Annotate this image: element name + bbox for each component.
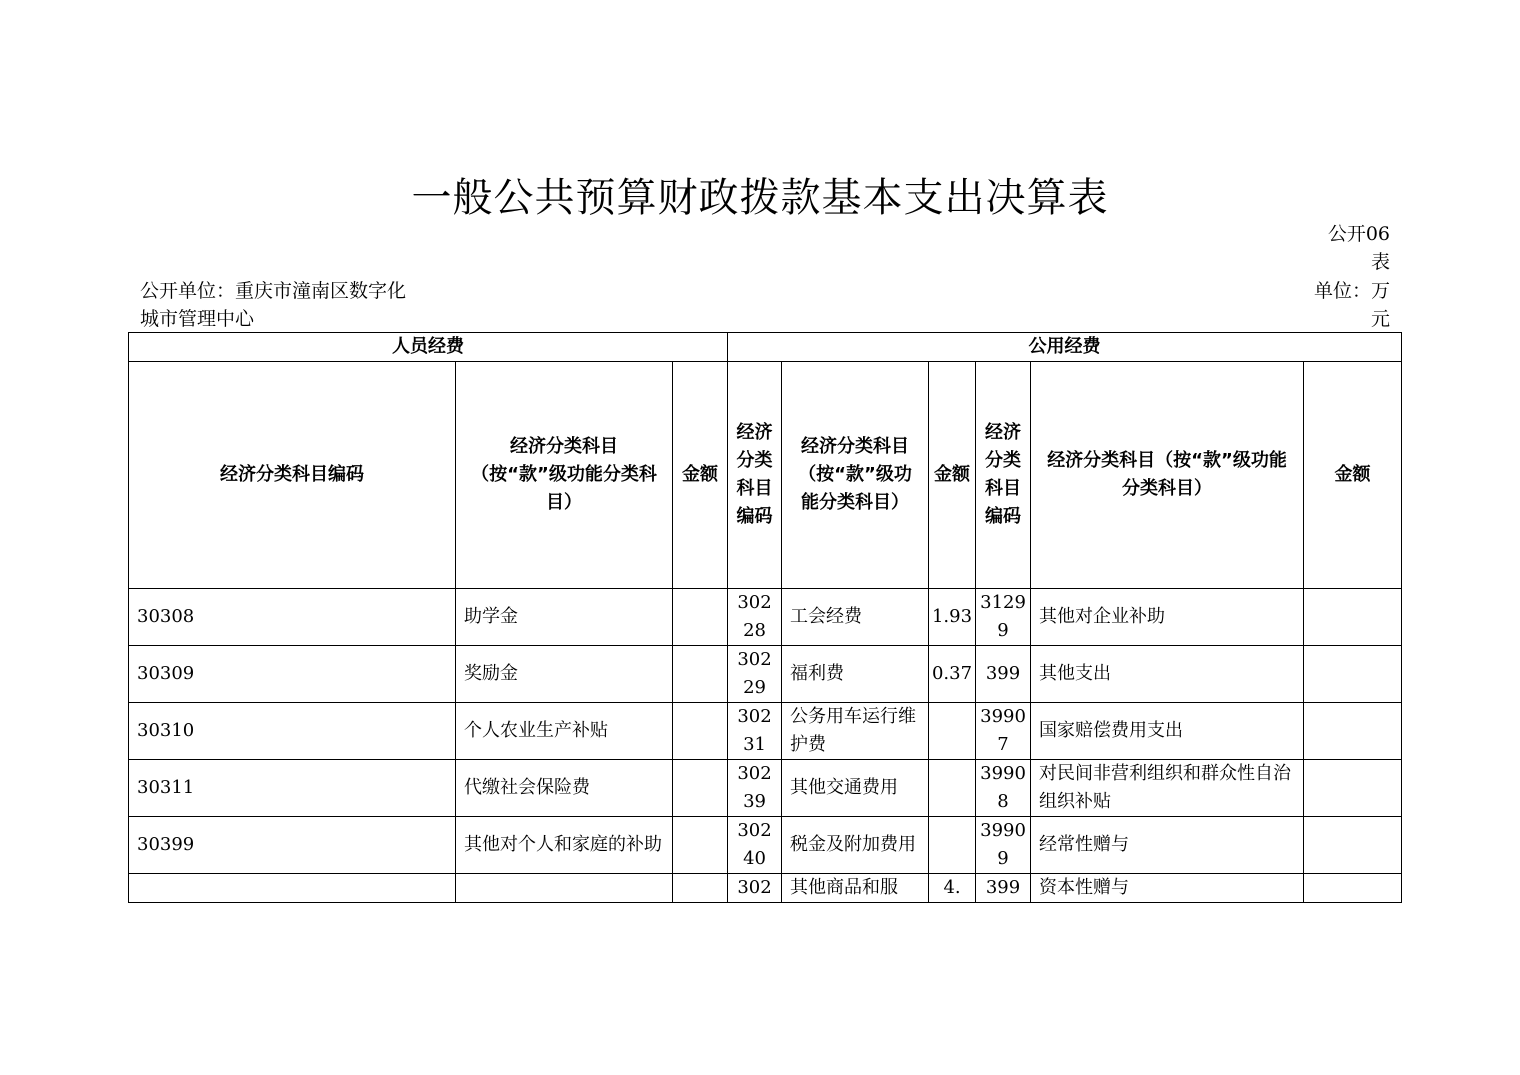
group-header-public: 公用经费 <box>728 333 1402 362</box>
col-header-p-amount: 金额 <box>673 362 728 589</box>
table-row <box>129 760 1402 817</box>
g2-code-cell: 39908 <box>976 760 1031 817</box>
g1-name-cell: 税金及附加费用 <box>782 817 929 874</box>
g2-name-cell: 对民间非营利组织和群众性自治组织补贴 <box>1031 760 1304 817</box>
g2-name-cell: 经常性赠与 <box>1031 817 1304 874</box>
p-name-cell <box>456 874 673 903</box>
page-title: 一般公共预算财政拨款基本支出决算表 <box>411 175 1109 221</box>
g1-name-cell: 其他商品和服 <box>782 874 929 903</box>
p-code-cell: 30308 <box>129 589 456 646</box>
col-header-g1-amount: 金额 <box>929 362 976 589</box>
p-name-cell: 其他对个人和家庭的补助 <box>456 817 673 874</box>
g2-name-cell: 其他支出 <box>1031 646 1304 703</box>
g1-code-cell: 302 <box>728 874 782 903</box>
g2-name-cell: 资本性赠与 <box>1031 874 1304 903</box>
g1-amount-cell <box>929 760 976 817</box>
g1-code-cell: 30231 <box>728 703 782 760</box>
g2-code-cell: 399 <box>976 646 1031 703</box>
p-code-cell <box>129 874 456 903</box>
g1-amount-cell: 0.37 <box>929 646 976 703</box>
organization-line2: 城市管理中心 <box>140 308 255 330</box>
p-code-cell: 30310 <box>129 703 456 760</box>
g1-name-cell: 福利费 <box>782 646 929 703</box>
g2-amount-cell <box>1304 646 1402 703</box>
p-code-cell: 30311 <box>129 760 456 817</box>
col-header-g2-amount: 金额 <box>1304 362 1402 589</box>
p-name-cell: 奖励金 <box>456 646 673 703</box>
p-name-cell: 个人农业生产补贴 <box>456 703 673 760</box>
table-row <box>129 703 1402 760</box>
p-amount-cell <box>673 874 728 903</box>
table-row <box>129 817 1402 874</box>
col-header-g1-code: 经济分类科目编码 <box>728 362 782 589</box>
g2-amount-cell <box>1304 817 1402 874</box>
p-amount-cell <box>673 589 728 646</box>
form-number-line1: 公开06 <box>1327 223 1390 245</box>
unit-line1: 单位：万 <box>1313 280 1390 302</box>
g1-code-cell: 30239 <box>728 760 782 817</box>
p-amount-cell <box>673 817 728 874</box>
p-amount-cell <box>673 646 728 703</box>
g2-amount-cell <box>1304 760 1402 817</box>
g1-name-cell: 公务用车运行维护费 <box>782 703 929 760</box>
g2-amount-cell <box>1304 589 1402 646</box>
form-number-line2: 表 <box>1370 251 1390 273</box>
g2-code-cell: 31299 <box>976 589 1031 646</box>
group-header-personnel: 人员经费 <box>129 333 728 362</box>
g2-code-cell: 399 <box>976 874 1031 903</box>
organization <box>140 277 460 333</box>
g1-amount-cell <box>929 703 976 760</box>
g2-code-cell: 39909 <box>976 817 1031 874</box>
col-header-g1-name: 经济分类科目（按“款”级功能分类科目） <box>782 362 929 589</box>
p-name-cell: 助学金 <box>456 589 673 646</box>
g1-amount-cell: 4. <box>929 874 976 903</box>
col-header-p-name: 经济分类科目（按“款”级功能分类科目） <box>456 362 673 589</box>
unit-label <box>1310 277 1390 333</box>
form-number <box>1310 220 1390 276</box>
col-header-p-code: 经济分类科目编码 <box>129 362 456 589</box>
g1-code-cell: 30228 <box>728 589 782 646</box>
p-amount-cell <box>673 760 728 817</box>
p-code-cell: 30399 <box>129 817 456 874</box>
organization-line1: 公开单位：重庆市潼南区数字化 <box>140 280 407 302</box>
p-amount-cell <box>673 703 728 760</box>
g2-amount-cell <box>1304 874 1402 903</box>
g1-code-cell: 30229 <box>728 646 782 703</box>
unit-line2: 元 <box>1370 308 1390 330</box>
g1-amount-cell <box>929 817 976 874</box>
col-header-g2-name: 经济分类科目（按“款”级功能分类科目） <box>1031 362 1304 589</box>
p-name-cell: 代缴社会保险费 <box>456 760 673 817</box>
g1-name-cell: 其他交通费用 <box>782 760 929 817</box>
g1-name-cell: 工会经费 <box>782 589 929 646</box>
col-header-g2-code: 经济分类科目编码 <box>976 362 1031 589</box>
p-code-cell: 30309 <box>129 646 456 703</box>
expenditure-table <box>128 332 1402 903</box>
g1-amount-cell: 1.93 <box>929 589 976 646</box>
g2-code-cell: 39907 <box>976 703 1031 760</box>
g2-amount-cell <box>1304 703 1402 760</box>
g2-name-cell: 其他对企业补助 <box>1031 589 1304 646</box>
g2-name-cell: 国家赔偿费用支出 <box>1031 703 1304 760</box>
table-row <box>129 874 1402 903</box>
g1-code-cell: 30240 <box>728 817 782 874</box>
table-row <box>129 646 1402 703</box>
table-row <box>129 589 1402 646</box>
